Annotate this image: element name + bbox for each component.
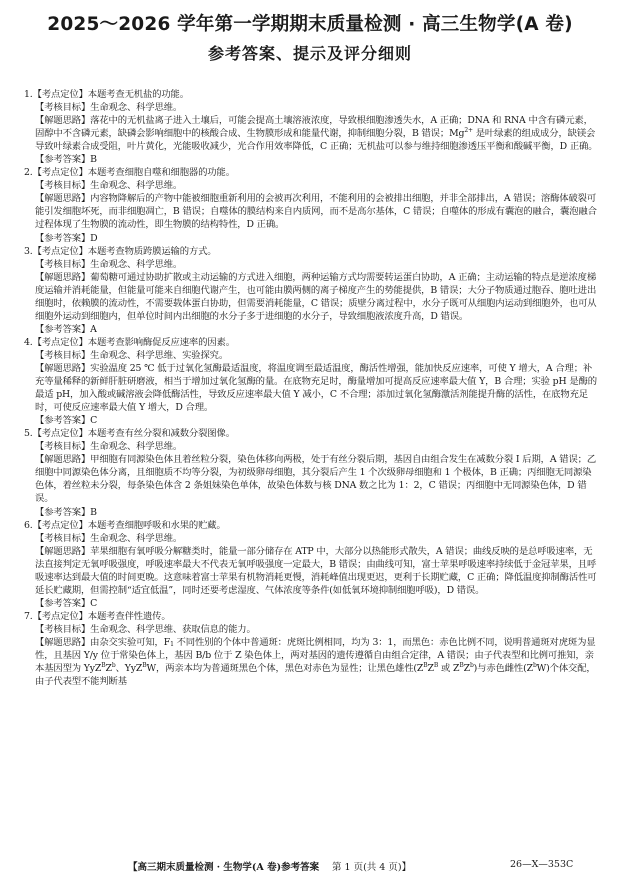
page-footer [0,859,620,873]
topic-locate: 【考点定位】本题考查无机盐的功能。 [32,89,189,100]
question-block-1 [24,88,598,166]
topic-locate: 【考点定位】本题考查有丝分裂和减数分裂图像。 [32,428,235,440]
assessment-target: 【考核目标】生命观念、科学思维。 [35,258,183,270]
solution-analysis: 【解题思路】落花中的无机盐离子进入土壤后，可能会提高土壤溶液浓度，导致根细胞渗透失水，A 正确；DNA 和 RNA 中含有磷元素，固醇中不含磷元素，缺磷会影响细胞中的核酸合成、生物膜形成和能量代谢，抑制细胞分裂，B 错误；$Mg^{2+}$ 是叶绿素的组成成分，缺镁会导致叶绿素合成受阻，叶片黄化，光能吸收减少，光合作用效率降低，C 正确；无机盐可以参与维持细胞渗透压平衡和酸碱平衡，D 正确。 [35,115,598,153]
topic-locate: 【考点定位】本题考查细胞自噬和细胞器的功能。 [32,167,235,179]
assessment-target: 【考核目标】生命观念、科学思维、实验探究。 [35,349,229,361]
question-block-7 [24,610,598,688]
assessment-target: 【考核目标】生命观念、科学思维。 [35,102,183,114]
reference-answer: 【参考答案】A [35,323,97,335]
solution-analysis: 【解题思路】由杂交实验可知，$F_1$ 不同性别的个体中普通斑：虎斑比例相同，均为 3：1，而黑色：赤色比例不同，说明普通斑对虎斑为显性，且基因 Y/y 位于常染色体上，基因 B/b 位于 Z 染色体上，两对基因的遗传遵循自由组合定律，A 错误；由子代表型和比例可推知，亲本基因型为 $YyZ^BZ^b$、YyZ$^B$W，两亲本均为普通斑黑色个体，黑色对赤色为显性；让黑色雄性($Z^BZ^B$ 或 $Z^BZ^b$)与赤色雌性$(Z^bW)$个体交配，由子代表型不能判断基 [35,636,596,688]
reference-answer: 【参考答案】C [35,597,98,609]
question-number: 3. [24,245,33,257]
question-block-3 [24,245,598,336]
topic-locate: 【考点定位】本题考查伴性遗传。 [32,610,171,622]
question-block-4 [24,336,598,427]
question-block-2 [24,166,598,244]
footer-title: 【高三期末质量检测 · 生物学(A 卷)参考答案 [128,862,320,873]
reference-answer: 【参考答案】D [35,232,98,244]
assessment-target: 【考核目标】生命观念、科学思维。 [35,180,183,192]
reference-answer: 【参考答案】B [35,506,97,518]
solution-analysis: 【解题思路】甲细胞有同源染色体且着丝粒分裂，染色体移向两极，处于有丝分裂后期，基因自由组合发生在减数分裂 Ⅰ 后期，A 错误；乙细胞中同源染色体分离，且细胞质不均等分裂，为初级卵母细胞，其分裂后产生 1 个次级卵母细胞和 1 个极体，B 正确；丙细胞无同源染色体，着丝粒未分裂，每条染色体含 2 条姐妹染色单体，故染色体数与核 DNA 数之比为 1：2，C 错误；丙细胞中无同源染色体，D 错误。 [35,454,597,505]
question-number: 4. [24,336,33,348]
topic-locate: 【考点定位】本题考查物质跨膜运输的方式。 [32,245,217,257]
page-subtitle: 参考答案、提示及评分细则 [207,44,412,63]
footer-code: 26—X—353C [510,859,574,870]
page-title: 2025～2026 学年第一学期期末质量检测 · 高三生物学(A 卷) [47,14,573,35]
footer-page-number: 第 1 页(共 4 页)】 [332,862,412,873]
question-number: 2. [24,167,33,179]
question-block-6 [24,519,598,610]
question-number: 1. [24,89,33,100]
question-number: 7. [24,610,33,622]
reference-answer: 【参考答案】B [35,154,97,166]
assessment-target: 【考核目标】生命观念、科学思维。 [35,532,183,544]
topic-locate: 【考点定位】本题考查影响酶促反应速率的因素。 [32,336,235,348]
reference-answer: 【参考答案】C [35,415,98,427]
question-block-5 [24,427,598,518]
solution-analysis: 【解题思路】葡萄糖可通过协助扩散或主动运输的方式进入细胞，两种运输方式均需要转运蛋白协助，A 正确；主动运输的特点是逆浓度梯度运输并消耗能量，但能量可能来自细胞代谢产生，也可能由膜两侧的离子梯度产生的势能提供，B 错误；大分子物质通过胞吞、胞吐进出细胞时，依赖膜的流动性，不需要载体蛋白协助，但需要消耗能量，C 错误；质壁分离过程中，水分子既可从细胞内运动到细胞外，也可从细胞外运动到细胞内，但单位时间内出细胞的水分子多于进细胞的水分子，导致细胞液浓度升高，D 错误。 [35,271,597,322]
answer-content [24,88,598,688]
assessment-target: 【考核目标】生命观念、科学思维、获取信息的能力。 [35,623,256,635]
assessment-target: 【考核目标】生命观念、科学思维。 [35,441,183,453]
solution-analysis: 【解题思路】内容物降解后的产物中能被细胞重新利用的会被再次利用，不能利用的会被排出细胞，并非全部排出，A 错误；溶酶体破裂可能引发细胞坏死，而非细胞凋亡，B 错误；自噬体的膜结构来自内质网，而不是高尔基体，C 错误；自噬体的形成有囊泡的融合，囊泡融合过程体现了生物膜的流动性，即生物膜的结构特性，D 正确。 [35,193,597,231]
solution-analysis: 【解题思路】实验温度 25 ℃ 低于过氧化氢酶最适温度，将温度调至最适温度，酶活性增强，能加快反应速率，可使 Y 增大，A 合理；补充等量稀释的新鲜肝脏研磨液，相当于增加过氧化氢酶的量。在底物充足时，酶量增加可提高反应速率最大值 Y，B 合理；实验 pH 是酶的最适 pH，加入酸或碱溶液会降低酶活性，导致反应速率最大值 Y 减小，C 不合理；添加过氧化氢酶激活剂能提升酶的活性，在底物充足时，可使反应速率最大值 Y 增大，D 合理。 [35,362,597,414]
solution-analysis: 【解题思路】苹果细胞有氧呼吸分解糖类时，能量一部分储存在 ATP 中，大部分以热能形式散失，A 错误；曲线反映的是总呼吸速率，无法直接判定无氧呼吸强度，呼吸速率最大不代表无氧呼吸强度一定最大，B 错误；由曲线可知，富士苹果呼吸速率持续低于金冠苹果，且呼吸速率达到最大值的时间更晚。这意味着富士苹果有机物消耗更慢，消耗峰值出现更迟，更利于长期贮藏，C 正确；降低温度抑制酶活性可延长贮藏期，但需控制“适宜低温”，同时还要考虑湿度、气体浓度等条件(如低氧环境抑制细胞呼吸)，D 错误。 [35,545,597,596]
question-number: 6. [24,519,33,531]
topic-locate: 【考点定位】本题考查细胞呼吸和水果的贮藏。 [32,519,226,531]
question-number: 5. [24,428,33,440]
